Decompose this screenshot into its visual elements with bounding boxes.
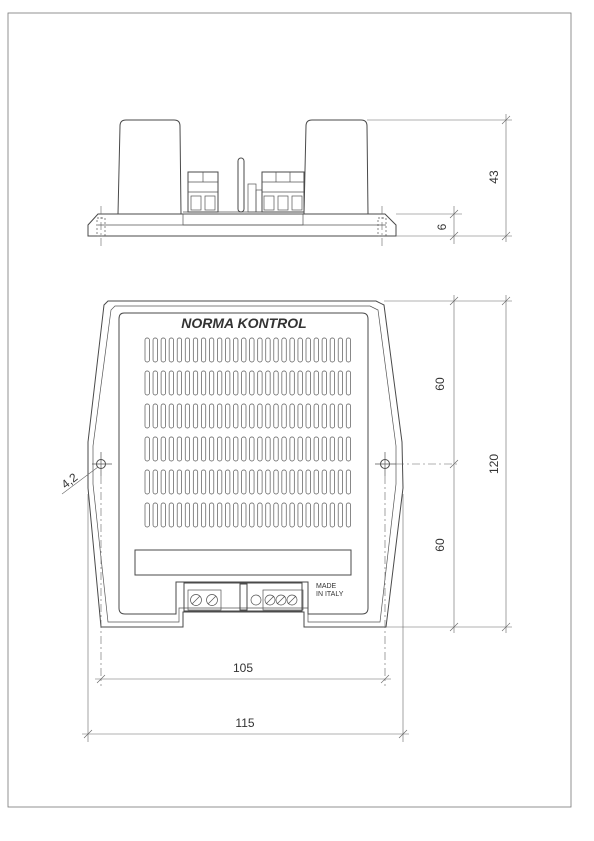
housing-outline (88, 301, 403, 627)
vent-slot (177, 470, 181, 494)
led-top (240, 584, 247, 610)
vent-slot (322, 470, 326, 494)
vent-slot (282, 371, 286, 395)
vent-slot (314, 371, 318, 395)
vent-slot (226, 503, 230, 527)
vent-slot (242, 338, 246, 362)
vent-slot (306, 437, 310, 461)
led-component (238, 158, 262, 212)
vent-slot (258, 470, 262, 494)
terminal-block-left (188, 172, 218, 212)
vent-slot (314, 437, 318, 461)
vent-slot (145, 470, 149, 494)
vent-slot (338, 338, 342, 362)
vent-slot (242, 437, 246, 461)
top-view (62, 295, 512, 742)
vent-slot (346, 404, 350, 428)
vent-slot (258, 503, 262, 527)
vent-slot (282, 503, 286, 527)
vent-slot (250, 470, 254, 494)
vent-slot (274, 437, 278, 461)
vent-slot (209, 404, 213, 428)
vent-slot (234, 404, 238, 428)
vent-slot (209, 371, 213, 395)
vent-slot (217, 404, 221, 428)
vent-slot (234, 371, 238, 395)
vent-slot (201, 404, 205, 428)
vent-slot (201, 437, 205, 461)
vent-slot (201, 503, 205, 527)
vent-slot (322, 404, 326, 428)
vent-slot (217, 503, 221, 527)
vent-slot (338, 371, 342, 395)
vent-slot (322, 437, 326, 461)
vent-slot (330, 371, 334, 395)
vent-slot (290, 404, 294, 428)
vent-slots (145, 338, 351, 527)
vent-slot (306, 404, 310, 428)
made-in-line-1: MADE (316, 583, 337, 590)
label-area (135, 550, 351, 575)
vent-slot (274, 371, 278, 395)
led-lens (251, 595, 261, 605)
vent-slot (201, 470, 205, 494)
vent-slot (306, 470, 310, 494)
vent-slot (274, 470, 278, 494)
vent-slot (145, 503, 149, 527)
vent-slot (193, 404, 197, 428)
vent-slot (169, 437, 173, 461)
vent-slot (290, 338, 294, 362)
vent-slot (161, 470, 165, 494)
vent-slot (250, 503, 254, 527)
vent-slot (250, 338, 254, 362)
vent-slot (169, 404, 173, 428)
vent-slot (209, 503, 213, 527)
vent-slot (145, 338, 149, 362)
vent-slot (177, 503, 181, 527)
vent-slot (314, 503, 318, 527)
vent-slot (330, 470, 334, 494)
vent-slot (346, 470, 350, 494)
vent-slot (193, 437, 197, 461)
right-tower (304, 120, 368, 214)
vent-slot (234, 470, 238, 494)
vent-slot (266, 338, 270, 362)
vent-slot (322, 371, 326, 395)
vent-slot (338, 470, 342, 494)
vent-slot (298, 437, 302, 461)
lid-outline (119, 313, 368, 614)
vent-slot (266, 404, 270, 428)
vent-slot (177, 437, 181, 461)
vent-slot (161, 503, 165, 527)
vent-slot (185, 371, 189, 395)
vent-slot (298, 503, 302, 527)
vent-slot (258, 338, 262, 362)
vent-slot (242, 404, 246, 428)
vent-slot (258, 371, 262, 395)
vent-slot (266, 437, 270, 461)
vent-slot (298, 371, 302, 395)
vent-slot (306, 503, 310, 527)
vent-slot (217, 338, 221, 362)
vent-slot (177, 338, 181, 362)
dim-hole-diameter-label: 4,2 (58, 470, 81, 492)
vent-slot (185, 470, 189, 494)
vent-slot (330, 437, 334, 461)
dim-hole-spacing-label: 105 (232, 661, 254, 675)
vent-slot (314, 470, 318, 494)
vent-slot (145, 437, 149, 461)
vent-slot (258, 437, 262, 461)
vent-slot (242, 371, 246, 395)
vent-slot (234, 437, 238, 461)
vent-slot (185, 338, 189, 362)
brand-name: NORMA KONTROL (181, 315, 307, 331)
vent-slot (169, 470, 173, 494)
vent-slot (346, 338, 350, 362)
vent-slot (298, 404, 302, 428)
vent-slot (193, 371, 197, 395)
vent-slot (314, 338, 318, 362)
vent-slot (226, 470, 230, 494)
dim-total-height-label: 120 (487, 453, 501, 475)
vent-slot (226, 371, 230, 395)
vent-slot (161, 404, 165, 428)
vent-slot (226, 404, 230, 428)
vent-slot (169, 371, 173, 395)
dim-height-label: 43 (487, 170, 501, 184)
vent-slot (177, 371, 181, 395)
vent-slot (217, 371, 221, 395)
terminal-block-right (262, 172, 304, 212)
vent-slot (258, 404, 262, 428)
vent-slot (250, 437, 254, 461)
vent-slot (346, 437, 350, 461)
vent-slot (282, 437, 286, 461)
vent-slot (226, 338, 230, 362)
vent-slot (209, 437, 213, 461)
vent-slot (298, 338, 302, 362)
vent-slot (338, 437, 342, 461)
vent-slot (161, 437, 165, 461)
vent-slot (217, 437, 221, 461)
vent-slot (153, 404, 157, 428)
vent-slot (153, 371, 157, 395)
vent-slot (322, 503, 326, 527)
vent-slot (153, 338, 157, 362)
vent-slot (185, 404, 189, 428)
vent-slot (330, 338, 334, 362)
vent-slot (242, 503, 246, 527)
vent-slot (193, 338, 197, 362)
vent-slot (298, 470, 302, 494)
vent-slot (226, 437, 230, 461)
vent-slot (209, 470, 213, 494)
vent-slot (169, 338, 173, 362)
vent-slot (234, 338, 238, 362)
vent-slot (209, 338, 213, 362)
vent-slot (274, 338, 278, 362)
left-tower (118, 120, 181, 214)
vent-slot (346, 503, 350, 527)
vent-slot (145, 404, 149, 428)
vent-slot (201, 338, 205, 362)
vent-slot (242, 470, 246, 494)
vent-slot (193, 470, 197, 494)
made-in-line-2: IN ITALY (316, 591, 344, 598)
vent-slot (153, 470, 157, 494)
vent-slot (282, 404, 286, 428)
vent-slot (290, 437, 294, 461)
vent-slot (145, 371, 149, 395)
vent-slot (250, 371, 254, 395)
vent-slot (193, 503, 197, 527)
dim-half-top-label: 60 (433, 377, 447, 391)
sheet-border (8, 13, 571, 807)
vent-slot (290, 371, 294, 395)
vent-slot (266, 503, 270, 527)
vent-slot (161, 338, 165, 362)
vent-slot (338, 503, 342, 527)
vent-slot (153, 503, 157, 527)
vent-slot (282, 470, 286, 494)
vent-slot (161, 371, 165, 395)
vent-slot (169, 503, 173, 527)
vent-slot (306, 371, 310, 395)
dim-total-width-label: 115 (235, 716, 255, 730)
vent-slot (217, 470, 221, 494)
vent-slot (290, 470, 294, 494)
dim-half-bottom-label: 60 (433, 538, 447, 552)
vent-slot (185, 437, 189, 461)
dim-flange-label: 6 (435, 223, 449, 231)
vent-slot (274, 503, 278, 527)
vent-slot (338, 404, 342, 428)
vent-slot (314, 404, 318, 428)
vent-slot (250, 404, 254, 428)
vent-slot (266, 371, 270, 395)
vent-slot (306, 338, 310, 362)
vent-slot (274, 404, 278, 428)
vent-slot (177, 404, 181, 428)
vent-slot (266, 470, 270, 494)
vent-slot (282, 338, 286, 362)
vent-slot (290, 503, 294, 527)
vent-slot (201, 371, 205, 395)
vent-slot (153, 437, 157, 461)
vent-slot (346, 371, 350, 395)
vent-slot (322, 338, 326, 362)
vent-slot (234, 503, 238, 527)
vent-slot (185, 503, 189, 527)
vent-slot (330, 503, 334, 527)
vent-slot (330, 404, 334, 428)
